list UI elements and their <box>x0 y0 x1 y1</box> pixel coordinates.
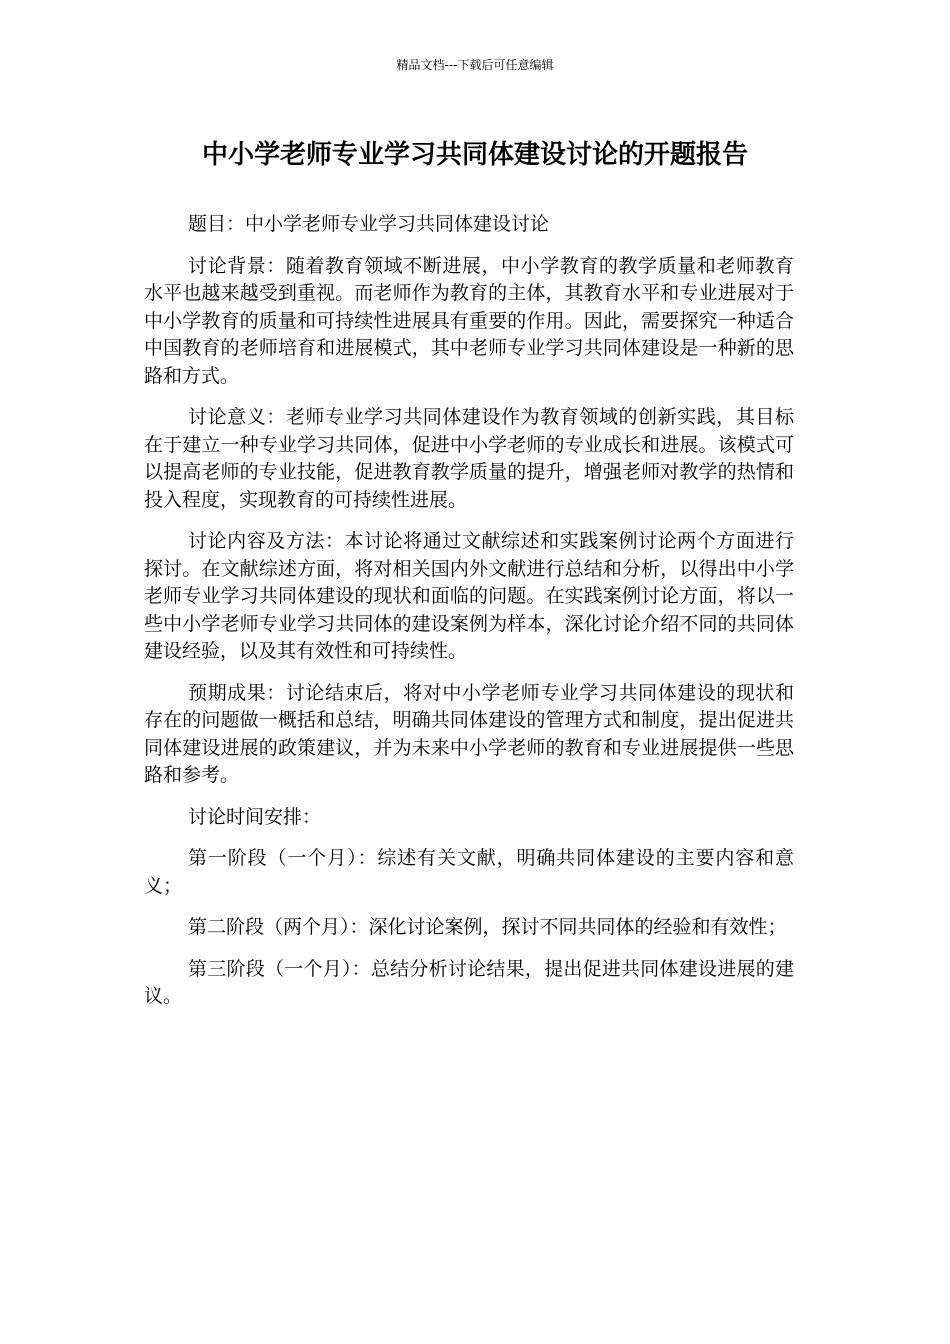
paragraph-schedule-heading: 讨论时间安排： <box>188 805 322 828</box>
paragraph-expected-results: 预期成果：讨论结束后，将对中小学老师专业学习共同体建设的现状和存在的问题做一概括和总结，明确共同体建设的管理方式和制度，提出促进共同体建设进展的政策建议，并为未来中小学老师的教育和专业进展提供一些思路和参考。 <box>144 681 794 786</box>
paragraph-content-methods: 讨论内容及方法：本讨论将通过文献综述和实践案例讨论两个方面进行探讨。在文献综述方面，将对相关国内外文献进行总结和分析，以得出中小学老师专业学习共同体建设的现状和面临的问题。在实践案例讨论方面，将以一些中小学老师专业学习共同体的建设案例为样本，深化讨论介绍不同的共同体建设经验，以及其有效性和可持续性。 <box>144 530 794 662</box>
paragraph-topic: 题目：中小学老师专业学习共同体建设讨论 <box>188 213 550 235</box>
paragraph-stage-3: 第三阶段（一个月）：总结分析讨论结果，提出促进共同体建设进展的建议。 <box>144 957 794 1007</box>
paragraph-significance: 讨论意义：老师专业学习共同体建设作为教育领域的创新实践，其目标在于建立一种专业学习共同体，促进中小学老师的专业成长和进展。该模式可以提高老师的专业技能，促进教育教学质量的提升，增强老师对教学的热情和投入程度，实现教育的可持续性进展。 <box>144 406 794 511</box>
document-body <box>144 211 794 1025</box>
paragraph-background: 讨论背景：随着教育领域不断进展，中小学教育的教学质量和老师教育水平也越来越受到重视。而老师作为教育的主体，其教育水平和专业进展对于中小学教育的质量和可持续性进展具有重要的作用。因此，需要探究一种适合中国教育的老师培育和进展模式，其中老师专业学习共同体建设是一种新的思路和方式。 <box>144 254 794 387</box>
header-note: 精品文档---下载后可任意编辑 <box>396 58 554 72</box>
paragraph-stage-2: 第二阶段（两个月）：深化讨论案例，探讨不同共同体的经验和有效性； <box>188 916 787 938</box>
paragraph-stage-1: 第一阶段（一个月）：综述有关文献，明确共同体建设的主要内容和意义； <box>144 847 794 897</box>
document-title: 中小学老师专业学习共同体建设讨论的开题报告 <box>201 140 748 170</box>
